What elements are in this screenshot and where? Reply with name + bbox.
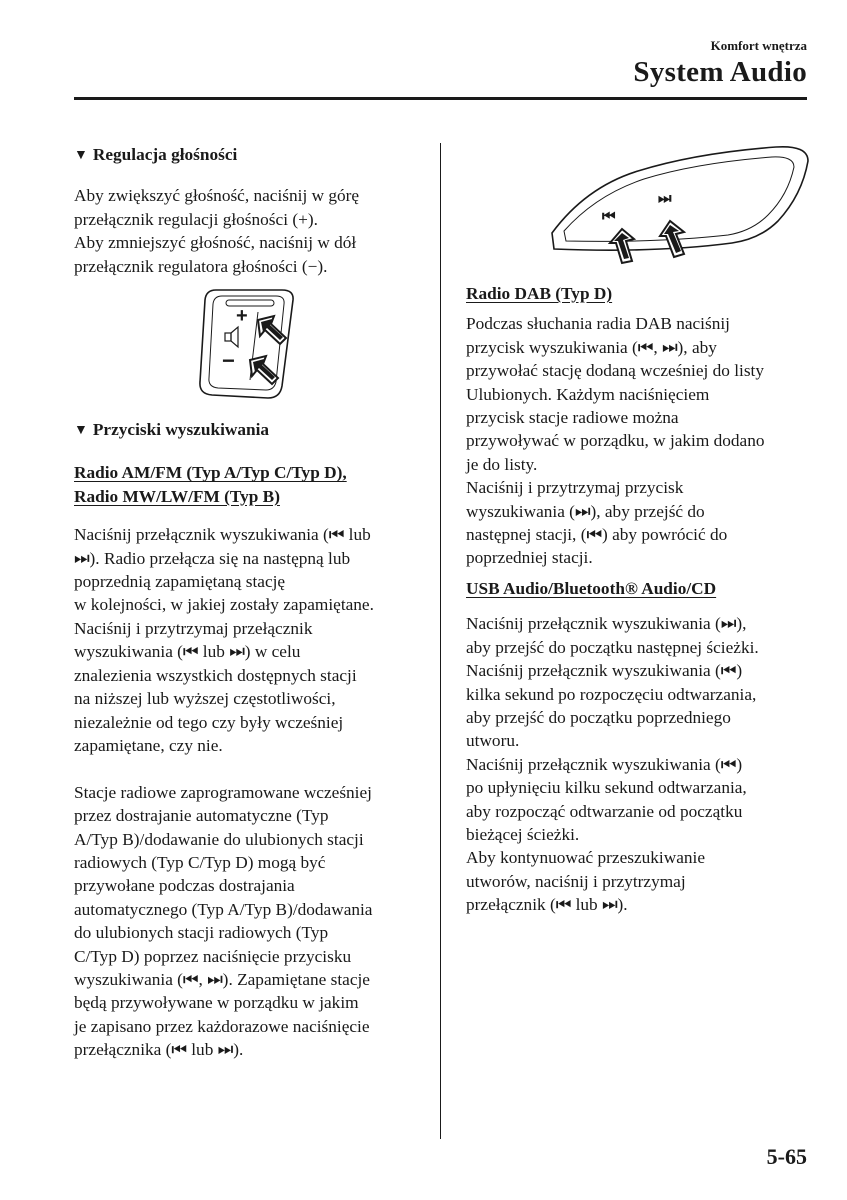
text-line: Podczas słuchania radia DAB naciśnij	[466, 314, 730, 334]
text-line: utworu.	[466, 731, 520, 751]
text-line: przełącznik regulacji głośności (+).	[74, 209, 318, 229]
dab-subheading: Radio DAB (Typ D)	[466, 284, 613, 303]
text-line: Aby zwiększyć głośność, naciśnij w górę	[74, 186, 360, 206]
text-line: przez dostrajanie automatyczne (Typ	[74, 806, 329, 826]
text-line: następnej stacji, (⏮) aby powrócić do	[466, 525, 728, 545]
text-line: będą przywoływane w porządku w jakim	[74, 993, 359, 1013]
text-line: w kolejności, w jakiej zostały zapamiętane.	[74, 595, 374, 615]
text-line: po upłynięciu kilku sekund odtwarzania,	[466, 778, 747, 798]
text-line: przywołane podczas dostrajania	[74, 876, 295, 896]
volume-heading-text: Regulacja głośności	[92, 145, 238, 164]
text-line: przycisk stacje radiowe można	[466, 408, 679, 428]
text-line: radiowych (Typ C/Typ D) mogą być	[74, 852, 326, 872]
text-line: do ulubionych stacji radiowych (Typ	[74, 923, 329, 943]
text-line: je zapisano przez każdorazowe naciśnięcie	[74, 1016, 370, 1036]
text-line: wyszukiwania (⏮ lub ⏭) w celu	[74, 642, 301, 662]
am-fm-subheading	[74, 461, 426, 508]
prev-track-symbol: ⏮	[602, 207, 616, 225]
text-line: aby przejść do początku poprzedniego	[466, 707, 731, 727]
plus-symbol: +	[236, 305, 248, 328]
text-line: aby przejść do początku następnej ścieżki.	[466, 637, 759, 657]
text-line: ⏭). Radio przełącza się na następną lub	[74, 548, 351, 568]
text-line: kilka sekund po rozpoczęciu odtwarzania,	[466, 684, 757, 704]
text-line: zapamiętane, czy nie.	[74, 735, 223, 755]
press-down-arrow-icon	[250, 356, 278, 384]
text-line: przełącznika (⏮ lub ⏭).	[74, 1040, 244, 1060]
volume-switch-figure	[198, 286, 308, 404]
right-column	[466, 143, 816, 917]
column-divider	[440, 143, 441, 1139]
text-line: niezależnie od tego czy były wcześniej	[74, 712, 344, 732]
text-line: Naciśnij przełącznik wyszukiwania (⏮)	[466, 661, 743, 681]
text-line: Naciśnij przełącznik wyszukiwania (⏮ lub	[74, 525, 371, 545]
usb-subheading: USB Audio/Bluetooth® Audio/CD	[466, 578, 717, 598]
text-line: przywołać stację dodaną wcześniej do listy	[466, 361, 764, 381]
speaker-icon	[225, 327, 238, 347]
left-column	[74, 143, 426, 1062]
header-rule	[74, 97, 807, 100]
dab-paragraph	[466, 312, 816, 569]
text-line: je do listy.	[466, 454, 538, 474]
usb-paragraph	[466, 612, 816, 916]
text-line: automatycznego (Typ A/Typ B)/dodawania	[74, 899, 373, 919]
am-fm-paragraph-2	[74, 781, 426, 1062]
text-line: wyszukiwania (⏭), aby przejść do	[466, 501, 705, 521]
text-line: A/Typ B)/dodawanie do ulubionych stacji	[74, 829, 364, 849]
seek-heading-text: Przyciski wyszukiwania	[92, 420, 270, 440]
volume-heading	[74, 143, 426, 168]
text-line: Naciśnij i przytrzymaj przełącznik	[74, 618, 313, 638]
text-line: Naciśnij przełącznik wyszukiwania (⏭),	[466, 614, 747, 634]
seek-switch-figure	[546, 143, 826, 268]
seek-heading	[74, 418, 426, 443]
text-line: Aby kontynuować przeszukiwanie	[466, 848, 705, 868]
next-track-symbol: ⏭	[658, 189, 672, 207]
text-line: bieżącej ścieżki.	[466, 824, 580, 844]
text-line: Naciśnij przełącznik wyszukiwania (⏮)	[466, 754, 743, 774]
triangle-bullet-icon: ▼	[74, 423, 88, 439]
page-number: 5-65	[766, 1144, 807, 1169]
subheading-line: Radio AM/FM (Typ A/Typ C/Typ D),	[74, 463, 347, 483]
text-line: wyszukiwania (⏮, ⏭). Zapamiętane stacje	[74, 969, 370, 989]
press-prev-arrow-icon	[610, 229, 634, 263]
text-line: utworów, naciśnij i przytrzymaj	[466, 871, 686, 891]
text-line: poprzednią zapamiętaną stację	[74, 572, 286, 592]
text-line: przełącznik (⏮ lub ⏭).	[466, 895, 628, 915]
section-label: Komfort wnętrza	[710, 38, 807, 53]
text-line: przycisk wyszukiwania (⏮, ⏭), aby	[466, 337, 717, 357]
minus-symbol: −	[222, 348, 235, 374]
page-title: System Audio	[633, 56, 807, 88]
triangle-bullet-icon: ▼	[74, 148, 88, 163]
text-line: znalezienia wszystkich dostępnych stacji	[74, 665, 357, 685]
text-line: Aby zmniejszyć głośność, naciśnij w dół	[74, 233, 357, 253]
text-line: Stacje radiowe zaprogramowane wcześniej	[74, 782, 372, 802]
text-line: na niższej lub wyższej częstotliwości,	[74, 689, 336, 709]
text-line: przywoływać w porządku, w jakim dodano	[466, 431, 765, 451]
text-line: poprzedniej stacji.	[466, 548, 593, 568]
subheading-line: Radio MW/LW/FM (Typ B)	[74, 486, 280, 506]
volume-paragraph	[74, 184, 426, 278]
text-line: przełącznik regulatora głośności (−).	[74, 256, 328, 276]
text-line: Ulubionych. Każdym naciśnięciem	[466, 384, 710, 404]
am-fm-paragraph-1	[74, 523, 426, 757]
text-line: Naciśnij i przytrzymaj przycisk	[466, 478, 684, 498]
text-line: aby rozpocząć odtwarzanie od początku	[466, 801, 743, 821]
text-line: C/Typ D) poprzez naciśnięcie przycisku	[74, 946, 352, 966]
